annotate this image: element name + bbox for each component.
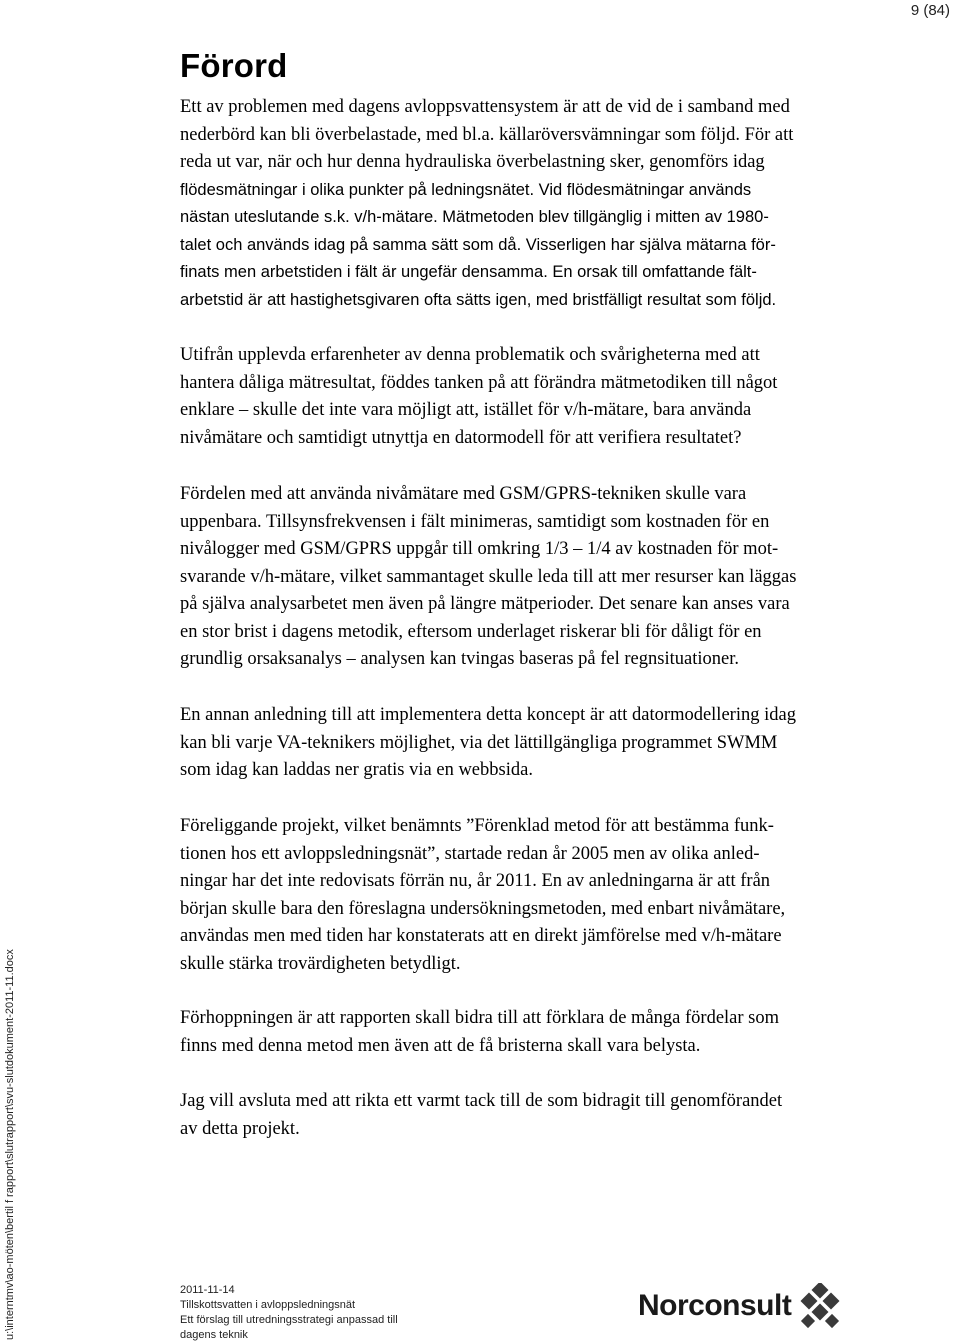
file-path-sidebar: u:\interntmv\ao-möten\bertil f rapport\slutrapport\svu-slutdokument-2011-11.docx [4,949,16,1340]
paragraph-7 [180,1088,860,1143]
paragraph-3 [180,481,860,674]
text-line: talet och används idag på samma sätt som då. Visserligen har själva mätarna för- [180,235,776,254]
text-line: finats men arbetstiden i fält är ungefär densamma. En orsak till omfattande fält- [180,263,757,281]
text-line: som idag kan laddas ner gratis via en webbsida. [180,760,533,780]
paragraph-5 [180,813,860,978]
text-line: på själva analysarbetet men även på längre mätperioder. Det senare kan anses vara [180,594,790,614]
norconsult-diamond-logo-icon [797,1283,843,1329]
text-line: nästan uteslutande s.k. v/h-mätare. Mätmetoden blev tillgänglig i mitten av 1980- [180,208,769,226]
text-line: Utifrån upplevda erfarenheter av denna problematik och svårigheterna med att [180,345,760,365]
paragraph-2 [180,342,860,452]
text-line: reda ut var, när och hur denna hydrauliska överbelastning sker, genomförs idag [180,152,765,172]
text-line: kan bli varje VA-teknikers möjlighet, via det lättillgängliga programmet SWMM [180,732,778,753]
footer-line: dagens teknik [180,1329,248,1341]
text-line: Fördelen med att använda nivåmätare med GSM/GPRS-tekniken skulle vara [180,484,747,504]
text-line: av detta projekt. [180,1118,300,1139]
text-line: början skulle bara den föreslagna undersökningsmetoden, med enbart nivåmätare, [180,898,786,919]
text-line: finns med denna metod men även att de få bristerna skall vara belysta. [180,1035,701,1056]
text-line: ningar har det inte redovisats förrän nu, år 2011. En av anledningarna är att från [180,871,771,891]
text-line: uppenbara. Tillsynsfrekvensen i fält minimeras, samtidigt som kostnaden för en [180,511,770,532]
footer-line: Ett förslag till utredningsstrategi anpassad till [180,1314,398,1326]
paragraph-4 [180,702,860,785]
footer-info [180,1283,420,1343]
text-line: användas men med tiden har konstaterats att en direkt jämförelse med v/h-mätare [180,926,782,946]
text-line: en stor brist i dagens metodik, eftersom underlaget riskerar bli för dåligt för en [180,621,762,642]
text-line: skulle stärka trovärdigheten betydligt. [180,953,461,974]
text-line: svarande v/h-mätare, vilket sammantaget skulle leda till att mer resurser kan läggas [180,566,797,587]
text-line: flödesmätningar i olika punkter på ledningsnätet. Vid flödesmätningar används [180,180,752,199]
text-line: Jag vill avsluta med att rikta ett varmt tack till de som bidragit till genomförandet [180,1091,783,1111]
text-line: nivålogger med GSM/GPRS uppgår till omkring 1/3 – 1/4 av kostnaden för mot- [180,539,779,559]
text-line: tionen hos ett avloppsledningsnät”, startade redan år 2005 men av olika anled- [180,843,760,864]
text-line: enklare – skulle det inte vara möjligt att, istället för v/h-mätare, bara använda [180,400,752,420]
paragraph-1 [180,94,860,314]
text-line: nivåmätare och samtidigt utnyttja en datormodell för att verifiera resultatet? [180,427,742,448]
text-line: grundlig orsaksanalys – analysen kan tvingas baseras på fel regnsituationer. [180,649,739,669]
text-line: Föreliggande projekt, vilket benämnts ”Förenklad metod för att bestämma funk- [180,816,774,836]
paragraph-6 [180,1005,860,1060]
text-line: arbetstid är att hastighetsgivaren ofta sätts igen, med bristfälligt resultat som följd. [180,290,777,309]
text-line: En annan anledning till att implementera detta koncept är att datormodellering idag [180,705,796,725]
footer-date: 2011-11-14 [180,1284,235,1296]
text-line: Förhoppningen är att rapporten skall bidra till att förklara de många fördelar som [180,1008,780,1028]
footer-line: Tillskottsvatten i avloppsledningsnät [180,1299,356,1311]
page-title: Förord [180,47,288,84]
text-line: hantera dåliga mätresultat, föddes tanken på att förändra mätmetodiken till något [180,372,778,393]
text-line: Ett av problemen med dagens avloppsvattensystem är att de vid de i samband med [180,97,790,117]
page-number: 9 (84) [910,2,950,19]
text-line: nederbörd kan bli överbelastade, med bl.a. källaröversvämningar som följd. För att [180,124,794,145]
logo-text: Norconsult [638,1289,792,1322]
company-logo [638,1283,843,1329]
